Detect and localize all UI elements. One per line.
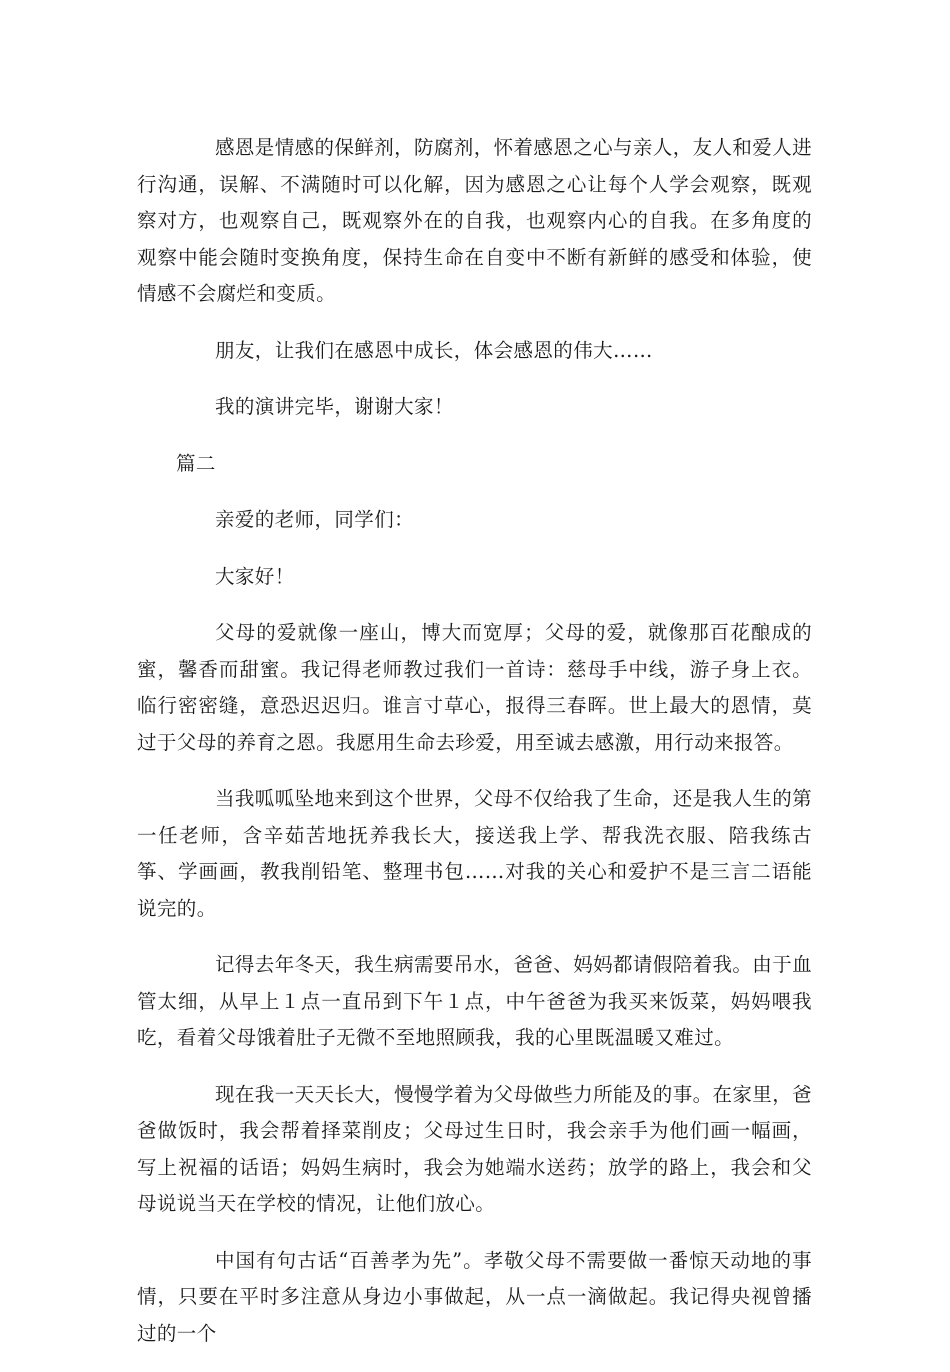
paragraph-growing-up: 现在我一天天长大，慢慢学着为父母做些力所能及的事。在家里，爸爸做饭时，我会帮着择菜削皮；父母过生日时，我会亲手为他们画一幅画，写上祝福的话语；妈妈生病时，我会为她端水送药；放学的路上，我会和父母说说当天在学校的情况，让他们放心。 [137,1082,813,1215]
paragraph-speech-end: 我的演讲完毕，谢谢大家！ [215,395,454,418]
paragraph-gratitude-preservative: 感恩是情感的保鲜剂，防腐剂，怀着感恩之心与亲人，友人和爱人进行沟通，误解、不满随时可以化解，因为感恩之心让每个人学会观察，既观察对方，也观察自己，既观察外在的自我，也观察内心的自我。在多角度的观察中能会随时变换角度，保持生命在自变中不断有新鲜的感受和体验，使情感不会腐烂和变质。 [137,136,813,305]
section-heading: 篇二 [176,451,216,475]
paragraph-parents-love: 父母的爱就像一座山，博大而宽厚；父母的爱，就像那百花酿成的蜜，馨香而甜蜜。我记得老师教过我们一首诗：慈母手中线，游子身上衣。临行密密缝，意恐迟迟归。谁言寸草心，报得三春晖。世上最大的恩情，莫过于父母的养育之恩。我愿用生命去珍爱，用至诚去感激，用行动来报答。 [137,621,812,754]
paragraph-greeting: 大家好！ [215,564,295,588]
paragraph-last-winter: 记得去年冬天，我生病需要吊水，爸爸、妈妈都请假陪着我。由于血管太细，从早上１点一直吊到下午１点，中午爸爸为我买来饭菜，妈妈喂我吃，看着父母饿着肚子无微不至地照顾我，我的心里既温暖又难过。 [137,953,813,1049]
paragraph-friends-grow: 朋友，让我们在感恩中成长，体会感恩的伟大…… [215,338,653,362]
paragraph-first-teacher: 当我呱呱坠地来到这个世界，父母不仅给我了生命，还是我人生的第一任老师，含辛茹苦地抚养我长大，接送我上学、帮我洗衣服、陪我练古筝、学画画，教我削铅笔、整理书包……对我的关心和爱护不是三言二语能说完的。 [137,787,813,920]
document-body [137,130,812,1372]
paragraph-filial-piety: 中国有句古话“百善孝为先”。孝敬父母不需要做一番惊天动地的事情，只要在平时多注意从身边小事做起，从一点一滴做起。我记得央视曾播过的一个 [137,1248,812,1345]
paragraph-salutation: 亲爱的老师，同学们： [215,508,415,531]
